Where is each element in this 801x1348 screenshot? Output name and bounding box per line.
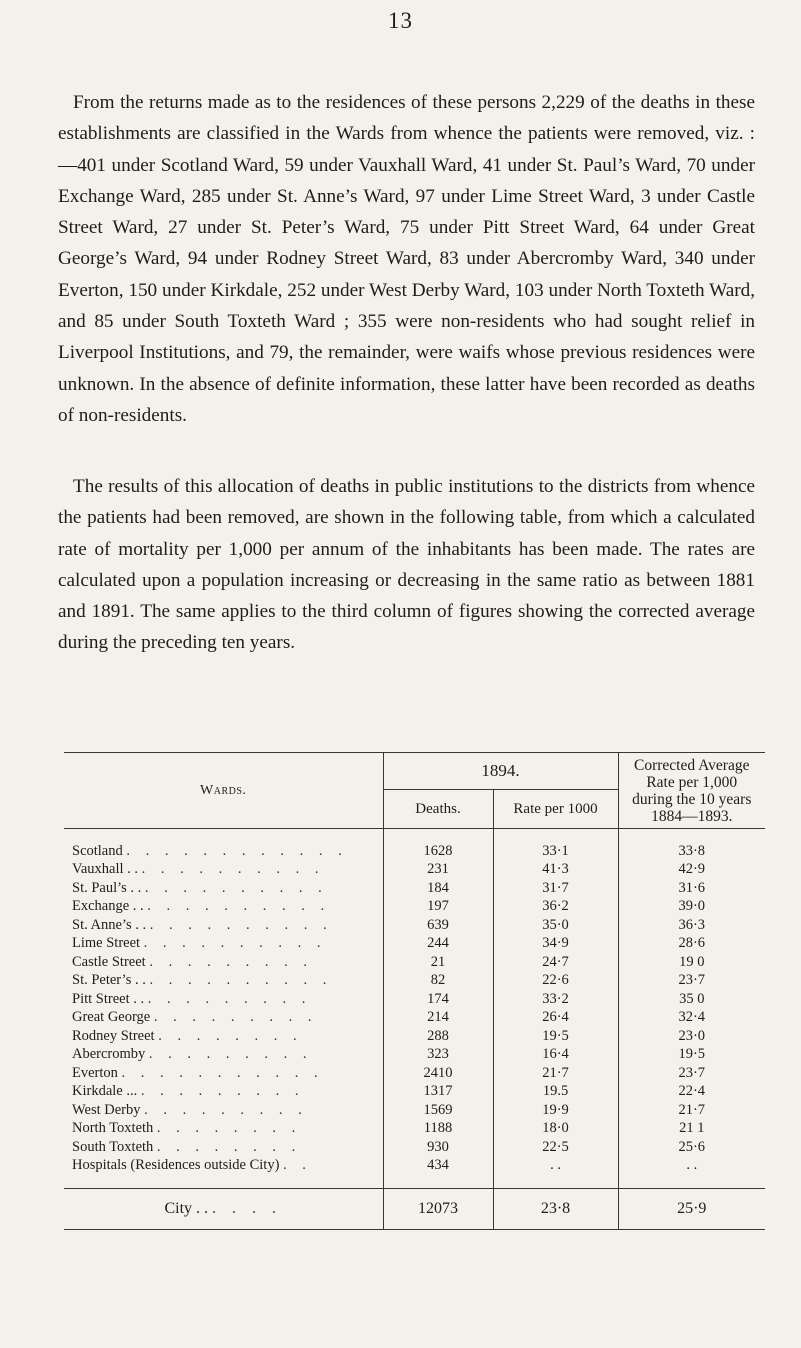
- average-cell: 23·7: [618, 1064, 765, 1083]
- ward-cell: [64, 935, 383, 954]
- average-cell: 25·9: [618, 1189, 765, 1230]
- rate-cell: 22·5: [493, 1138, 618, 1157]
- average-cell: 39·0: [618, 898, 765, 917]
- page-number: 13: [388, 8, 413, 33]
- rate-cell: 21·7: [493, 1064, 618, 1083]
- deaths-cell: 184: [383, 879, 493, 898]
- paragraph-table-introduction: The results of this allocation of deaths in public institutions to the districts from whence the patients had been removed, are shown in the following table, from which a calculated rate of mortality per 1,000 per annum of the inhabitants has been made. The rates are calculated upon a population increasing or decreasing in the same ratio as between 1881 and 1891. The same applies to the third column of figures showing the corrected average during the preceding ten years.: [58, 476, 755, 654]
- average-cell: 21·7: [618, 1101, 765, 1120]
- table-row: [64, 1138, 765, 1157]
- table-row: [64, 898, 765, 917]
- average-cell: 28·6: [618, 935, 765, 954]
- deaths-cell: 434: [383, 1157, 493, 1176]
- leader-dots: . . . . . . . .: [156, 1120, 302, 1137]
- ward-cell: [64, 1064, 383, 1083]
- ward-name: Castle Street: [72, 953, 146, 970]
- rate-cell: 41·3: [493, 861, 618, 880]
- ward-cell: [64, 898, 383, 917]
- average-cell: 19 0: [618, 953, 765, 972]
- leader-dots: . .: [283, 1157, 312, 1174]
- ward-cell: [64, 990, 383, 1009]
- paragraph-ward-allocation: From the returns made as to the residences of these persons 2,229 of the deaths in these establishments are classified in the Wards from whence the patients were removed, viz. :—401 under Scotland Ward, 59 under Vauxhall Ward, 41 under St. Paul’s Ward, 70 under Exchange Ward, 285 under St. Anne’s Ward, 97 under Lime Street Ward, 3 under Castle Street Ward, 27 under St. Peter’s Ward, 75 under Pitt Street Ward, 64 under Great George’s Ward, 94 under Rodney Street Ward, 83 under Abercromby Ward, 340 under Everton, 150 under Kirkdale, 252 under West Derby Ward, 103 under North Toxteth Ward, and 85 under South Toxteth Ward ; 355 were non-residents who had sought relief in Liverpool Institutions, and 79, the remainder, were waifs whose previous residences were unknown. In the absence of definite information, these latter have been recorded as deaths of non-residents.: [58, 92, 755, 426]
- leader-dots: . . . . . . . . .: [147, 990, 312, 1007]
- rate-cell: 24·7: [493, 953, 618, 972]
- ward-name: St. Anne’s . .: [72, 916, 147, 933]
- rate-cell: 33·1: [493, 842, 618, 861]
- average-cell: 25·6: [618, 1138, 765, 1157]
- header-average-line2: Rate per 1,000: [646, 773, 738, 791]
- table-row: [64, 861, 765, 880]
- ward-name: Scotland: [72, 842, 123, 859]
- rate-cell: 18·0: [493, 1120, 618, 1139]
- table-row: [64, 879, 765, 898]
- average-cell: 35 0: [618, 990, 765, 1009]
- rate-cell: . .: [493, 1157, 618, 1176]
- mortality-table: [64, 752, 765, 1230]
- table-body: [64, 829, 765, 1230]
- leader-dots: . . . .: [212, 1200, 283, 1217]
- leader-dots: . . . . . . . . .: [140, 1083, 305, 1100]
- average-cell: 19·5: [618, 1046, 765, 1065]
- deaths-cell: 2410: [383, 1064, 493, 1083]
- ward-cell: [64, 1027, 383, 1046]
- header-rate: Rate per 1000: [493, 790, 618, 829]
- ward-name: St. Paul’s . .: [72, 879, 142, 896]
- rate-cell: 31·7: [493, 879, 618, 898]
- ward-name: Everton: [72, 1064, 118, 1081]
- deaths-cell: 244: [383, 935, 493, 954]
- deaths-cell: 82: [383, 972, 493, 991]
- rate-cell: 23·8: [493, 1189, 618, 1230]
- deaths-cell: 231: [383, 861, 493, 880]
- table-row: [64, 916, 765, 935]
- ward-cell: [64, 1120, 383, 1139]
- table-row: [64, 842, 765, 861]
- average-cell: 31·6: [618, 879, 765, 898]
- header-year: 1894.: [383, 753, 618, 790]
- rate-cell: 22·6: [493, 972, 618, 991]
- ward-name: Rodney Street: [72, 1027, 155, 1044]
- deaths-cell: 639: [383, 916, 493, 935]
- header-average-line1: Corrected Average: [634, 756, 750, 774]
- leader-dots: . . . . . . . . . .: [144, 879, 328, 896]
- header-deaths: Deaths.: [383, 790, 493, 829]
- average-cell: 23·0: [618, 1027, 765, 1046]
- deaths-cell: 323: [383, 1046, 493, 1065]
- rate-cell: 19·9: [493, 1101, 618, 1120]
- leader-dots: . . . . . . . . . . . .: [126, 842, 348, 859]
- ward-cell: [64, 1046, 383, 1065]
- header-average-line4: 1884—1893.: [651, 807, 733, 825]
- table-row: [64, 1064, 765, 1083]
- table-row: [64, 953, 765, 972]
- mortality-table-grid: [64, 752, 765, 1230]
- leader-dots: . . . . . . . . . .: [147, 898, 331, 915]
- deaths-cell: 174: [383, 990, 493, 1009]
- ward-name: South Toxteth: [72, 1138, 154, 1155]
- ward-name: St. Peter’s . .: [72, 972, 146, 989]
- ward-cell: [64, 861, 383, 880]
- ward-cell: [64, 972, 383, 991]
- ward-cell: [64, 1083, 383, 1102]
- ward-cell: [64, 879, 383, 898]
- deaths-cell: 930: [383, 1138, 493, 1157]
- deaths-cell: 12073: [383, 1189, 493, 1230]
- average-cell: 32·4: [618, 1009, 765, 1028]
- rate-cell: 35·0: [493, 916, 618, 935]
- leader-dots: . . . . . . . . .: [149, 953, 313, 970]
- deaths-cell: 214: [383, 1009, 493, 1028]
- leader-dots: . . . . . . . . . .: [143, 935, 327, 952]
- deaths-cell: 1628: [383, 842, 493, 861]
- leader-dots: . . . . . . . .: [158, 1027, 303, 1044]
- table-row: [64, 1157, 765, 1176]
- table-row: [64, 990, 765, 1009]
- ward-name: Vauxhall . .: [72, 861, 139, 878]
- leader-dots: . . . . . . . . .: [148, 1046, 313, 1063]
- leader-dots: . . . . . . . . . . .: [121, 1064, 324, 1081]
- rate-cell: 19.5: [493, 1083, 618, 1102]
- leader-dots: . . . . . . . . . .: [149, 972, 333, 989]
- ward-cell: [64, 1157, 383, 1176]
- leader-dots: . . . . . . . . . .: [141, 861, 325, 878]
- average-cell: . .: [618, 1157, 765, 1176]
- average-cell: 33·8: [618, 842, 765, 861]
- average-cell: 42·9: [618, 861, 765, 880]
- ward-name: Hospitals (Residences outside City): [72, 1157, 280, 1174]
- deaths-cell: 21: [383, 953, 493, 972]
- deaths-cell: 1188: [383, 1120, 493, 1139]
- rate-cell: 36·2: [493, 898, 618, 917]
- header-corrected-average: [618, 753, 765, 829]
- table-row: [64, 1027, 765, 1046]
- table-row: [64, 972, 765, 991]
- ward-name: Abercromby: [72, 1046, 146, 1063]
- header-wards: Wards.: [200, 782, 247, 798]
- header-average-line3: during the 10 years: [632, 790, 752, 808]
- rate-cell: 34·9: [493, 935, 618, 954]
- deaths-cell: 197: [383, 898, 493, 917]
- table-row: [64, 1101, 765, 1120]
- ward-name: Pitt Street . .: [72, 990, 145, 1007]
- ward-name: Great George: [72, 1009, 151, 1026]
- ward-name: Exchange . .: [72, 898, 144, 915]
- rate-cell: 33·2: [493, 990, 618, 1009]
- table-row: [64, 1046, 765, 1065]
- ward-name: North Toxteth: [72, 1120, 154, 1137]
- average-cell: 21 1: [618, 1120, 765, 1139]
- deaths-cell: 1317: [383, 1083, 493, 1102]
- deaths-cell: 288: [383, 1027, 493, 1046]
- average-cell: 23·7: [618, 972, 765, 991]
- average-cell: 36·3: [618, 916, 765, 935]
- average-cell: 22·4: [618, 1083, 765, 1102]
- deaths-cell: 1569: [383, 1101, 493, 1120]
- leader-dots: . . . . . . . . .: [144, 1101, 308, 1118]
- table-row: [64, 1083, 765, 1102]
- table-row: [64, 1009, 765, 1028]
- ward-cell: [64, 1189, 383, 1230]
- table-row: [64, 1120, 765, 1139]
- ward-cell: [64, 842, 383, 861]
- ward-cell: [64, 916, 383, 935]
- rate-cell: 16·4: [493, 1046, 618, 1065]
- leader-dots: . . . . . . . .: [156, 1138, 302, 1155]
- ward-name: West Derby: [72, 1101, 141, 1118]
- ward-name: City . .: [164, 1200, 209, 1217]
- ward-cell: [64, 953, 383, 972]
- ward-cell: [64, 1138, 383, 1157]
- total-row: [64, 1189, 765, 1230]
- ward-name: Kirkdale ...: [72, 1083, 138, 1100]
- ward-cell: [64, 1101, 383, 1120]
- ward-name: Lime Street: [72, 935, 141, 952]
- table-row: [64, 935, 765, 954]
- leader-dots: . . . . . . . . . .: [149, 916, 333, 933]
- rate-cell: 26·4: [493, 1009, 618, 1028]
- leader-dots: . . . . . . . . .: [153, 1009, 318, 1026]
- ward-cell: [64, 1009, 383, 1028]
- rate-cell: 19·5: [493, 1027, 618, 1046]
